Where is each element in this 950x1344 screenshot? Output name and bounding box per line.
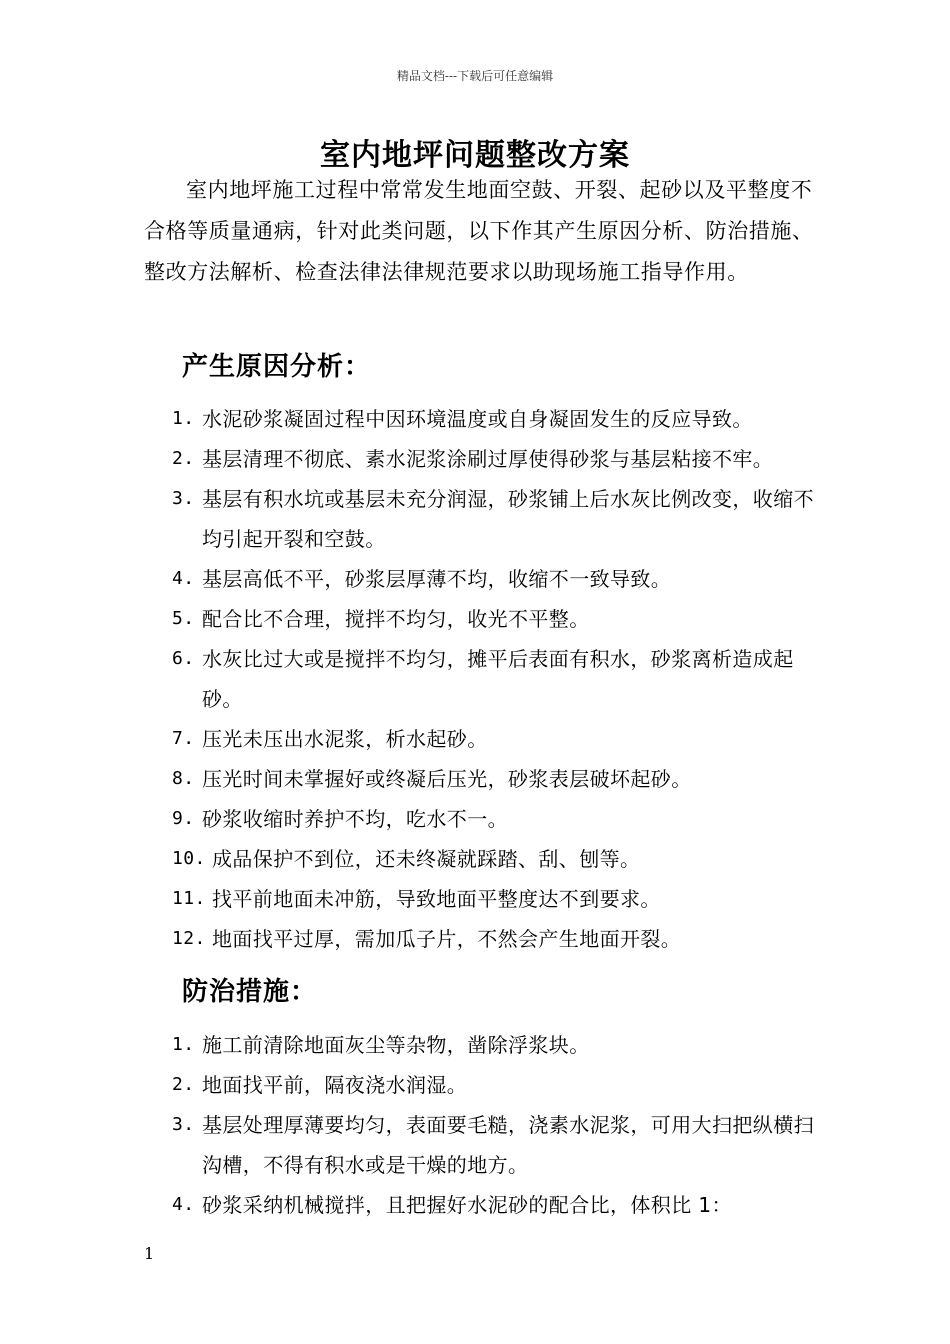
intro-paragraph: 室内地坪施工过程中常常发生地面空鼓、开裂、起砂以及平整度不合格等质量通病，针对此类问题，以下作其产生原因分析、防治措施、整改方法解析、检查法律法律规范要求以助现场施工指导作用。: [144, 178, 814, 284]
item-text: 配合比不合理，搅拌不均匀，收光不平整。: [202, 607, 590, 631]
list-item: [172, 839, 822, 879]
item-number: 1.: [172, 408, 195, 429]
list-item: [172, 399, 822, 439]
item-number: 12.: [172, 928, 206, 949]
item-text: 成品保护不到位，还未终凝就踩踏、刮、刨等。: [212, 847, 641, 871]
item-number: 6.: [172, 648, 195, 669]
list-item: [172, 439, 822, 479]
list-item: [172, 1065, 822, 1105]
list-item: [172, 639, 822, 719]
item-number: 1.: [172, 1034, 195, 1055]
prevention-list: [172, 1025, 822, 1225]
list-item: [172, 1105, 822, 1185]
list-item: [172, 799, 822, 839]
item-number: 8.: [172, 768, 195, 789]
list-item: [172, 479, 822, 559]
item-number: 4.: [172, 1194, 195, 1215]
item-text: 地面找平前，隔夜浇水润湿。: [202, 1073, 468, 1097]
item-text: 压光未压出水泥浆，析水起砂。: [202, 727, 488, 751]
item-text: 水灰比过大或是搅拌不均匀，摊平后表面有积水，砂浆离析造成起砂。: [202, 647, 794, 711]
list-item: [172, 719, 822, 759]
item-text: 水泥砂浆凝固过程中因环境温度或自身凝固发生的反应导致。: [202, 407, 753, 431]
item-number: 11.: [172, 888, 206, 909]
item-number: 3.: [172, 488, 195, 509]
item-text: 砂浆收缩时养护不均，吃水不一。: [202, 807, 508, 831]
causes-list: [172, 399, 822, 959]
causes-heading: 产生原因分析：: [182, 352, 372, 382]
list-item: [172, 1025, 822, 1065]
document-title: 室内地坪问题整改方案: [320, 138, 630, 173]
item-number: 2.: [172, 1074, 195, 1095]
list-item: [172, 559, 822, 599]
item-number: 4.: [172, 568, 195, 589]
prevention-heading: 防治措施：: [182, 977, 318, 1007]
item-text: 基层清理不彻底、素水泥浆涂刷过厚使得砂浆与基层粘接不牢。: [202, 447, 774, 471]
item-number: 5.: [172, 608, 195, 629]
item-text: 地面找平过厚，需加瓜子片，不然会产生地面开裂。: [212, 927, 682, 951]
item-text: 砂浆采纳机械搅拌，且把握好水泥砂的配合比，体积比 1：: [202, 1193, 732, 1217]
item-number: 9.: [172, 808, 195, 829]
list-item: [172, 879, 822, 919]
list-item: [172, 919, 822, 959]
item-number: 7.: [172, 728, 195, 749]
list-item: [172, 759, 822, 799]
item-text: 施工前清除地面灰尘等杂物，凿除浮浆块。: [202, 1033, 590, 1057]
item-text: 压光时间未掌握好或终凝后压光，砂浆表层破坏起砂。: [202, 767, 692, 791]
item-number: 2.: [172, 448, 195, 469]
item-text: 基层处理厚薄要均匀，表面要毛糙，浇素水泥浆，可用大扫把纵横扫沟槽，不得有积水或是干燥的地方。: [202, 1113, 814, 1177]
page-header: 精品文档---下载后可任意编辑: [396, 69, 554, 83]
item-number: 3.: [172, 1114, 195, 1135]
item-text: 基层有积水坑或基层未充分润湿，砂浆铺上后水灰比例改变，收缩不均引起开裂和空鼓。: [202, 487, 814, 551]
item-text: 基层高低不平，砂浆层厚薄不均，收缩不一致导致。: [202, 567, 672, 591]
list-item: [172, 1185, 822, 1225]
list-item: [172, 599, 822, 639]
page-number: 1: [144, 1244, 155, 1263]
item-text: 找平前地面未冲筋，导致地面平整度达不到要求。: [212, 887, 661, 911]
item-number: 10.: [172, 848, 206, 869]
